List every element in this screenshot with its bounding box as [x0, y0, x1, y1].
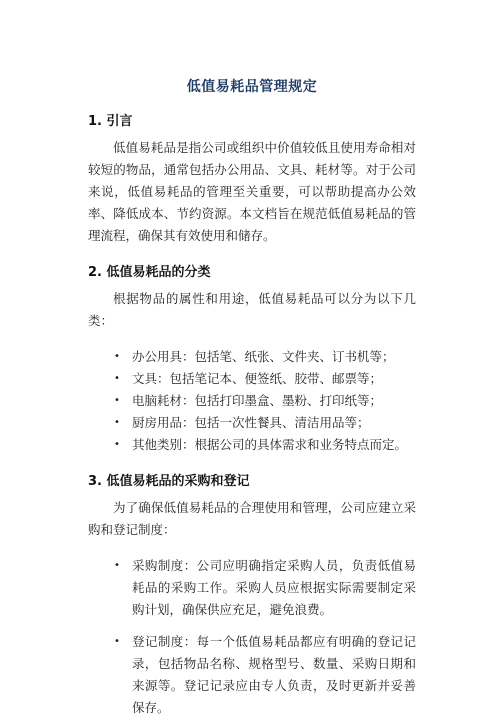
- list-item: [88, 390, 416, 412]
- list-item: [88, 555, 416, 621]
- section-procurement: [88, 470, 416, 719]
- section-paragraph: 根据物品的属性和用途，低值易耗品可以分为以下几类：: [88, 291, 416, 328]
- bullet-icon: •: [114, 636, 120, 647]
- list-item-text: 办公用具：包括笔、纸张、文件夹、订书机等；: [132, 349, 395, 364]
- bullet-icon: •: [114, 439, 120, 450]
- list-item: [88, 631, 416, 719]
- list-item: [88, 346, 416, 368]
- list-item-text: 其他类别：根据公司的具体需求和业务特点而定。: [132, 437, 408, 452]
- bullet-icon: •: [114, 395, 120, 406]
- list-item: [88, 412, 416, 434]
- bullet-icon: •: [114, 560, 120, 571]
- section-heading: 2. 低值易耗品的分类: [88, 265, 211, 280]
- section-paragraph: 为了确保低值易耗品的合理使用和管理，公司应建立采购和登记制度：: [88, 500, 416, 537]
- bullet-icon: •: [114, 417, 120, 428]
- category-list: [88, 346, 416, 456]
- section-introduction: [88, 110, 416, 247]
- page-title: 低值易耗品管理规定: [186, 79, 318, 95]
- section-heading: 3. 低值易耗品的采购和登记: [88, 474, 250, 489]
- list-item-text: 采购制度：公司应明确指定采购人员，负责低值易耗品的采购工作。采购人员应根据实际需要制定采购计划，确保供应充足，避免浪费。: [132, 558, 416, 617]
- list-item-text: 电脑耗材：包括打印墨盒、墨粉、打印纸等；: [132, 393, 383, 408]
- section-classification: [88, 261, 416, 456]
- list-item-text: 登记制度：每一个低值易耗品都应有明确的登记记录，包括物品名称、规格型号、数量、采购日期和来源等。登记记录应由专人负责，及时更新并妥善保存。: [132, 634, 416, 715]
- list-item: [88, 368, 416, 390]
- list-item: [88, 434, 416, 456]
- section-paragraph: 低值易耗品是指公司或组织中价值较低且使用寿命相对较短的物品，通常包括办公用品、文具、耗材等。对于公司来说，低值易耗品的管理至关重要，可以帮助提高办公效率、降低成本、节约资源。本文档旨在规范低值易耗品的管理流程，确保其有效使用和储存。: [88, 140, 416, 243]
- bullet-icon: •: [114, 351, 120, 362]
- list-item-text: 文具：包括笔记本、便签纸、胶带、邮票等；: [132, 371, 383, 386]
- list-item-text: 厨房用品：包括一次性餐具、清洁用品等；: [132, 415, 370, 430]
- section-heading: 1. 引言: [88, 114, 133, 129]
- bullet-icon: •: [114, 373, 120, 384]
